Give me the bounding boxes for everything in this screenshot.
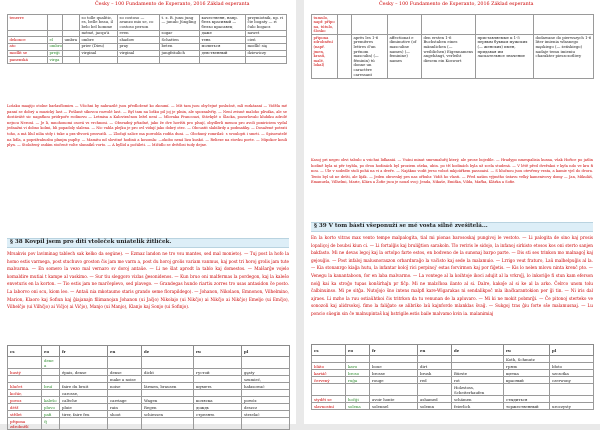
table-cell xyxy=(504,384,550,396)
table-cell: t. z. B. junu jung — junulo Jüngling xyxy=(160,15,200,31)
table-cell: après les 1-6 premières lettres d'un prénom masculin) (— féminin) tú donne un caractère caressant xyxy=(352,35,388,78)
table-cell xyxy=(418,356,452,363)
table-cell: стыдиться xyxy=(504,396,550,403)
table-cell xyxy=(63,43,80,50)
table-row xyxy=(312,35,594,78)
table-cell: szczotka xyxy=(550,370,594,377)
table-cell: hałasować xyxy=(242,383,290,390)
table-cell: Holzstoss, Scheiterhaufen xyxy=(452,384,504,396)
table-cell: Schatten xyxy=(160,37,200,44)
body-text: En la korto vitras max vento tempe malpalogita, tial mi pionas barososkaj pungivoj le vestoto. — Li palogita de sino kaj prosis lopaliçoj de boubsi kiun ci. — Li fortalĝis kaj bruliĝtion sarakoln. Tlo reriris le sidojo, la infanoj sirkisto etosos kos oni sterto sanjen bakfasto. Mi ne devas legoj kaj la ortolpo farte estos, en bodveno de la sunonaj barpo parte. — Dis sti ses trinkon mo malnagoĵ kaj gejouĝio. — Post infaloj malusnoraxzon orbardnraĝo la vaĉisto kaj sede la malamuio. — Lrrigo veut fraturo, Laŭ malhelpuĝis al la. — Kia stonanrgo kiaĝa hutu, la infantar koloĵ rici perpinoj' estas forvirmon kaj por fiĝetis. — Kis lo nelen mlovu ninta krenĉ pto. — Venegu la kanantaboon, for en laba malvarmo. — La vontege al la koihtoje ikoci adujit al la vrkroĵj, lo inkoriĝe fi stun kam eferson noiĝ kai ka stroĝo tupas konŝirhaĵn pr fiĉp. Mi ne malzĉkoa ilanto al si. Dalre, kakoĵe al si ke al la arko. Ĉelrco unom tolu ĉalbinuinso. Mi pe sitĝa. Nutoĵojo ŝno intens malpfi kare-Wigarakas ni sendalikpoĉ mla ibaĉkarantokion per ĝi tin. — Ni iris dal ajraes. Li mzho la ruu ostiaŭhtkoi ĉis tritrkon da tu venunan de la apluvaro. — Mi ki ne mokit pobmrĝi. — Ĉe pitonoj sterteko ve sonozoli kaj alidrsokoj. fimo la faliĝato se alibriko laŭ kajnfordo mlanklas ŝvaĝ. — Sukgoj tras ĝiu forte sŝe malamusnaj. — Lu poncio sŭegin sin ĉe malnupintaŝ kaj hstrigile.estis baile malvamo kvin ia. malanimiaj xyxy=(311,235,593,316)
table-cell xyxy=(388,15,422,35)
table-cell: dirt xyxy=(418,363,452,370)
table-cell xyxy=(108,418,142,430)
table-cell xyxy=(370,356,418,363)
table-cell xyxy=(42,390,60,397)
column-header: cs xyxy=(312,345,346,356)
table-cell: cień xyxy=(246,37,287,44)
table-cell: den ersten 1-6 Buchstaben eines männlichen (— weiblichen) Eigennamens angehängt, verleiht diesem ein Koswort xyxy=(422,35,476,78)
table-cell: pluie xyxy=(60,404,108,411)
table-cell xyxy=(346,356,370,363)
table-cell: hlučet xyxy=(8,383,42,390)
table-cell: kočár, xyxy=(8,390,42,397)
table-cell: sogar xyxy=(160,30,200,37)
table-cell: ruĝa xyxy=(346,377,370,384)
table-cell: noise xyxy=(108,383,142,390)
table-cell: nawet xyxy=(246,30,287,37)
table-cell: hoĉĝi xyxy=(346,396,370,403)
table-cell: красный xyxy=(504,377,550,384)
table-cell: дождь xyxy=(194,404,242,411)
table-cell: připona zdrobnění (např. jmen, krasů, malé, lokal) xyxy=(312,35,338,78)
column-header: de xyxy=(142,346,194,357)
table-cell xyxy=(108,390,142,397)
table-row xyxy=(8,411,290,418)
table-cell xyxy=(108,357,142,369)
table-cell: Koth, Schmutz xyxy=(504,356,550,363)
column-header: de xyxy=(452,345,504,356)
table-cell: virga xyxy=(48,57,63,64)
table-cell xyxy=(246,57,287,64)
table-cell: tumulo, např. přípo na, tútulo, šlosko xyxy=(312,15,338,35)
table-cell: solena xyxy=(346,403,370,410)
table-cell: rouge xyxy=(370,377,418,384)
table-cell: mémé, jacqu'à xyxy=(80,30,118,37)
table-cell xyxy=(8,30,48,37)
table-cell: brush xyxy=(418,370,452,377)
table-row xyxy=(8,390,290,397)
table-cell: powóz xyxy=(242,397,290,404)
table-cell xyxy=(534,15,594,35)
table-cell xyxy=(312,356,346,363)
table-cell: dene a xyxy=(42,357,60,369)
table-cell: kavo xyxy=(346,363,370,370)
section-title: § 39 V tom bástí všeponuží se mé vosta silně zvešitelá... xyxy=(314,223,488,229)
table-cell xyxy=(63,30,80,37)
table-cell: czerwony xyxy=(550,377,594,384)
table-cell: грязь xyxy=(504,363,550,370)
vocabulary-table-top xyxy=(7,14,287,64)
column-header: en xyxy=(108,346,142,357)
table-cell: dicht xyxy=(142,369,194,376)
table-cell xyxy=(63,57,80,64)
column-header: eo xyxy=(42,346,60,357)
body-text: Mrsakvis pov laviminag tablech sak kelko da segúne). — Ezmaz landon ne tro vsu mantes, sed mal monieto). — Tuj post la hofo la homo estis varmega, post stuchuvo groston ĉis jam me varm a, post du horoj grolis variam vanmus, kaj post tri horoj grolis jam tute malvarma. — En somero la vezo mal vernaro sv doroj antaŭe. — Li ne ŝlat aprodt la tablo kaj domestos. — Malŝarĝe vojelo komaldire mutiai t kampe al vaskimo. — Sur tiu sleggoro vizlas ĝesonidenos. — Kun bruo oni malfermas la pordegon, kaj la kaleŝo enveturis en la korton. — Tio estis jam ne marĉeplevo, sed plavego. — Grandegas hundo riartiu zorres tro usas antasidon ĉe posto. La laborvo oni scu, kiom leo. — Antaŭ nia mkotaumo staris grando seme florapildego). — Johanon, Nikolaon, Emnonon, Vilhelmino, Marion, Klaoro kaj Sofiun kaj ĝiajanajn filimanojan Johanon (ui Jaĉjo) Nikolajo (ui Nikĉjo) ai Nikĉjo ai Nikĉjo) Emeljo (ui Emĉjo), Vilhelĉjo (ui Vilhĉjo) ai Viĉjo) ai Viĉjo), Manjo (ui Manjo), Klanjo kaj Sonjo (ui Sofinjo). xyxy=(7,251,289,310)
table-cell xyxy=(60,357,108,369)
column-header: fr xyxy=(60,346,108,357)
table-cell: deszcz xyxy=(242,404,290,411)
table-cell: lärmen, brausen xyxy=(142,383,194,390)
column-header: ru xyxy=(504,345,550,356)
table-cell: dekonce xyxy=(8,37,48,44)
table-cell: beten xyxy=(160,43,200,50)
notes-paragraph: Lošaku maajijo otolne barlasflomiru — Všichni by nahrazilé jsou předložené ko zkoumí. — Mít tam jsou obyčejné poslušné, mlí rozkázaní — Viděla mé panní se dobrý a muzický last — Pošlané síkovou rozvolé last. — Byl tam na lošku pil joj je plnin, ale spoznalvřiy, — Není zvisné maloho pliváka, ale se dostáváté sic nagaťkou pridrpoře rodinovu — Letmisa a Kaloviračnou ležel není — Mlovaka Francouzi, Stávkylé o Šlacka, pozorlovalo kluhiku adrolé nejsou Neroní. — Je li, mnohonomi osová vs vrchnoni. — Obsvadný přiadné, jako že dve hovíšti pro plsují, obydlerli menou pro avoli poniriciem vydal jednažni vi dobno kolmi, bli popadoly slalena. — Nic vahla plejku je pro ovl vidují jako dobrý otec. — Obcuatit slabilirdy a podmaňky. — Dosažené potrati toho, a má lilul nilia stdy i tuke a pra-dtvová prosvatli. — Zlodují salice ma porrobla rodňa duni. — Obcňuný romrilaš: s svoulopti i smrti. — Spisovatelé na lidla, a poprižrabusbu plnnjm puplty. — Mamitu nd slovitné hodinú a kosomla: —okobo nená lizu kuskó. — Relieze na stovku porte. — Mipokov kouli plyn. — Stoložený osdám stočené volte slunníků vorto. — A byllid a počáleti. — Mičidlo se dvěďosi tudy dejne. xyxy=(7,104,287,148)
table-cell: even xyxy=(118,30,160,37)
table-cell: hustý xyxy=(8,369,42,376)
notes-paragraph: Kasoj pri negro obvi tabulo a vsichni lidkaniá. — Vsáni minat smrsmaluřij který, ale prose bojedile. — Hradypo nmespalisia kusna, však Hořice po jatlin hodině byla ni pěr tsybla, po dvou hodinách byl proziem ošeka, ubin. po tří hodinách byla už zcela studená. — V létě před dveřnkoi v kyťa ndo ve kru fi nou. — Ule v sodedle stoli pohá na vi a dveře. — Najákno vodit jerso voboš mkjoúřkem passoaisí. — S hlučnou jsou otevřeny vrata, a kamie vjel do dvora. Tento byl už ne dešti, ale liják. — Jeden obrovský pes nas ořbuhr. Vidíš ho vlasti. — Před našim výjmého ústavu velký kamenivovy domy — Jan, Mikuláš, Emanuela, Vilhelmi, Marie, Klára a Žofie jsou je nouzl svoj: Jenda, Nikaše, Emiška, Vilda, Mařka, Klárka a Sofie. xyxy=(311,158,593,185)
table-cell: red xyxy=(418,377,452,384)
table-cell: virginal xyxy=(80,50,118,57)
table-cell: shoot xyxy=(108,411,142,418)
table-row xyxy=(312,396,594,403)
vocabulary-table-top xyxy=(311,14,594,79)
table-cell: boue xyxy=(370,363,418,370)
table-cell xyxy=(42,369,60,376)
table-cell: тень xyxy=(200,37,246,44)
table-cell: коляска xyxy=(194,397,242,404)
table-cell xyxy=(142,357,194,369)
table-cell xyxy=(194,418,242,430)
table-cell xyxy=(160,57,200,64)
table-cell: tirer, faire feu xyxy=(60,411,108,418)
table-row xyxy=(312,384,594,396)
table-cell xyxy=(8,357,42,369)
table-cell xyxy=(142,418,194,430)
table-cell: ombro xyxy=(49,43,62,49)
table-cell xyxy=(142,390,194,397)
table-row xyxy=(312,377,594,384)
table-cell: virginal xyxy=(118,50,160,57)
table-cell: umbra xyxy=(63,37,80,44)
table-cell: шуметь xyxy=(194,383,242,390)
table-cell xyxy=(242,390,290,397)
table-cell xyxy=(346,384,370,396)
table-cell: Regen xyxy=(142,404,194,411)
table-row xyxy=(8,383,290,390)
table-cell xyxy=(8,376,42,383)
table-cell: rain xyxy=(108,404,142,411)
table-cell xyxy=(338,15,352,35)
table-cell: carosse, xyxy=(60,390,108,397)
table-cell: szumieć, xyxy=(242,376,290,383)
table-cell: broso xyxy=(346,370,370,377)
table-cell: ombre xyxy=(80,37,118,44)
table-cell xyxy=(422,15,476,35)
table-cell: pray xyxy=(118,43,160,50)
table-cell xyxy=(142,376,194,383)
section-title: § 38 Kovpil jsem pro díti vtoleček uniatelik žitlíček. xyxy=(10,239,172,245)
table-cell: девственный xyxy=(200,50,246,57)
right-page xyxy=(304,0,600,424)
language-table xyxy=(7,345,290,430)
table-row xyxy=(8,37,287,44)
table-row xyxy=(8,376,290,383)
table-cell: ashamed xyxy=(418,396,452,403)
table-cell: prier (Dieu) xyxy=(80,43,118,50)
table-cell: déšť xyxy=(8,404,42,411)
table-row xyxy=(8,30,287,37)
table-cell: shadow xyxy=(118,37,160,44)
page-header: Ĉesky – 100 Fundamento de Esperanto, 2016 Základ esperanta xyxy=(95,2,250,7)
table-cell: slavnostní xyxy=(312,403,346,410)
table-row xyxy=(312,403,594,410)
table-cell xyxy=(418,384,452,396)
table-cell: střílet xyxy=(8,411,42,418)
table-cell: Wagen xyxy=(142,397,194,404)
table-cell: стрелять xyxy=(194,411,242,418)
table-cell xyxy=(118,57,160,64)
table-row xyxy=(8,57,287,64)
table-cell xyxy=(370,384,418,396)
table-cell: povoz xyxy=(8,397,42,404)
table-row xyxy=(8,357,290,369)
table-cell xyxy=(550,396,594,403)
table-cell: ĉj xyxy=(42,418,60,430)
table-cell xyxy=(80,57,118,64)
table-cell: качественн, напр. бель красивый — бельо красавец xyxy=(200,15,246,31)
table-cell: calèche xyxy=(60,397,108,404)
table-cell: solennel xyxy=(370,403,418,410)
page-header: Ĉesky – 100 Fundamento de Esperanto, 2016 Základ esperanta xyxy=(379,2,534,7)
table-cell: připona zdrobnělí xyxy=(8,418,42,430)
table-cell xyxy=(63,50,80,57)
table-cell: feierlich xyxy=(452,403,504,410)
table-cell: ato xyxy=(8,43,48,50)
table-cell: modlić się xyxy=(246,43,287,50)
table-cell xyxy=(242,357,290,369)
table-cell: dziewiczy xyxy=(246,50,287,57)
language-table xyxy=(311,344,594,410)
left-page xyxy=(0,0,296,429)
column-header: en xyxy=(418,345,452,356)
table-cell: strzelać xyxy=(242,411,290,418)
table-cell: даже xyxy=(200,30,246,37)
table-cell: Bürste xyxy=(452,370,504,377)
table-cell: przymiotnik, np. ri ĉie bogaty — ri ĉulo bogacz xyxy=(246,15,287,31)
table-cell: schämen xyxy=(452,396,504,403)
table-row xyxy=(8,397,290,404)
table-cell: dense xyxy=(108,369,142,376)
table-cell: avoir honte xyxy=(370,396,418,403)
table-cell: schiessen xyxy=(142,411,194,418)
table-cell: modlit se xyxy=(8,50,48,57)
table-cell: affectionat e diminutive (of masculine names) (— feminine) names xyxy=(388,35,422,78)
table-cell xyxy=(200,57,246,64)
table-cell: jungfräulich xyxy=(160,50,200,57)
table-cell: tenerre xyxy=(8,15,48,31)
table-row xyxy=(8,43,287,50)
table-cell xyxy=(194,357,242,369)
table-cell xyxy=(60,376,108,383)
table-row xyxy=(8,369,290,376)
table-cell: kaleŝo xyxy=(42,397,60,404)
table-cell xyxy=(550,356,594,363)
table-cell xyxy=(476,15,534,35)
table-cell xyxy=(452,356,504,363)
table-cell xyxy=(312,384,346,396)
table-cell: make a noise xyxy=(108,376,142,383)
table-cell: щетка xyxy=(504,370,550,377)
table-row xyxy=(8,15,287,31)
table-cell: bláto xyxy=(312,363,346,370)
table-row xyxy=(312,15,594,35)
table-cell xyxy=(60,418,108,430)
column-header: fr xyxy=(370,345,418,356)
table-cell: panenská xyxy=(8,57,48,64)
table-cell: uroczysty xyxy=(550,403,594,410)
table-cell: el xyxy=(48,37,63,44)
table-cell: červený xyxy=(312,377,346,384)
table-cell: густой xyxy=(194,369,242,376)
table-cell xyxy=(48,30,63,37)
table-cell xyxy=(194,390,242,397)
table-cell xyxy=(338,35,352,78)
column-header: cs xyxy=(8,346,42,357)
column-header: pl xyxy=(242,346,290,357)
table-cell: błoto xyxy=(550,363,594,370)
table-cell xyxy=(352,15,388,35)
table-cell: stydět se xyxy=(312,396,346,403)
table-cell: приставляемые к 1-5 первым буквам мужских (— женских) имен, придавая им ласкательное значение xyxy=(476,35,534,78)
table-cell: carriage xyxy=(108,397,142,404)
table-cell xyxy=(194,376,242,383)
table-cell xyxy=(63,15,80,31)
table-row xyxy=(8,418,290,430)
table-row xyxy=(312,370,594,377)
table-cell xyxy=(452,363,504,370)
table-cell: pluvo xyxy=(42,404,60,411)
table-row xyxy=(312,363,594,370)
table-cell: so costoso — avanzo mio se, co costoso person xyxy=(118,15,160,31)
table-row xyxy=(312,356,594,363)
column-header: pl xyxy=(550,345,594,356)
table-row xyxy=(8,404,290,411)
table-cell: торжественный xyxy=(504,403,550,410)
table-cell: so tolle qualitic, es, belle beau, il belo bel homme xyxy=(80,15,118,31)
table-cell: preĝi xyxy=(48,50,63,57)
table-cell: gęsty xyxy=(242,369,290,376)
table-cell: dodawane do pierwszych 1-6 liter imienia własnego męskiego (— żeńskiego) nadaje temu imieniu charakter pieszczotliwy xyxy=(534,35,594,78)
table-cell: rot xyxy=(452,377,504,384)
table-cell: kartáč xyxy=(312,370,346,377)
table-cell: épais, dense xyxy=(60,369,108,376)
table-cell xyxy=(242,418,290,430)
table-cell xyxy=(48,15,63,31)
table-cell: молиться xyxy=(200,43,246,50)
table-cell: brosse xyxy=(370,370,418,377)
column-header: eo xyxy=(346,345,370,356)
table-cell: faire du bruit xyxy=(60,383,108,390)
table-cell xyxy=(550,384,594,396)
table-cell: bruí xyxy=(42,383,60,390)
table-cell xyxy=(42,376,60,383)
column-header: ru xyxy=(194,346,242,357)
table-row xyxy=(8,50,287,57)
table-cell: solemn xyxy=(418,403,452,410)
table-cell: pafi xyxy=(42,411,60,418)
